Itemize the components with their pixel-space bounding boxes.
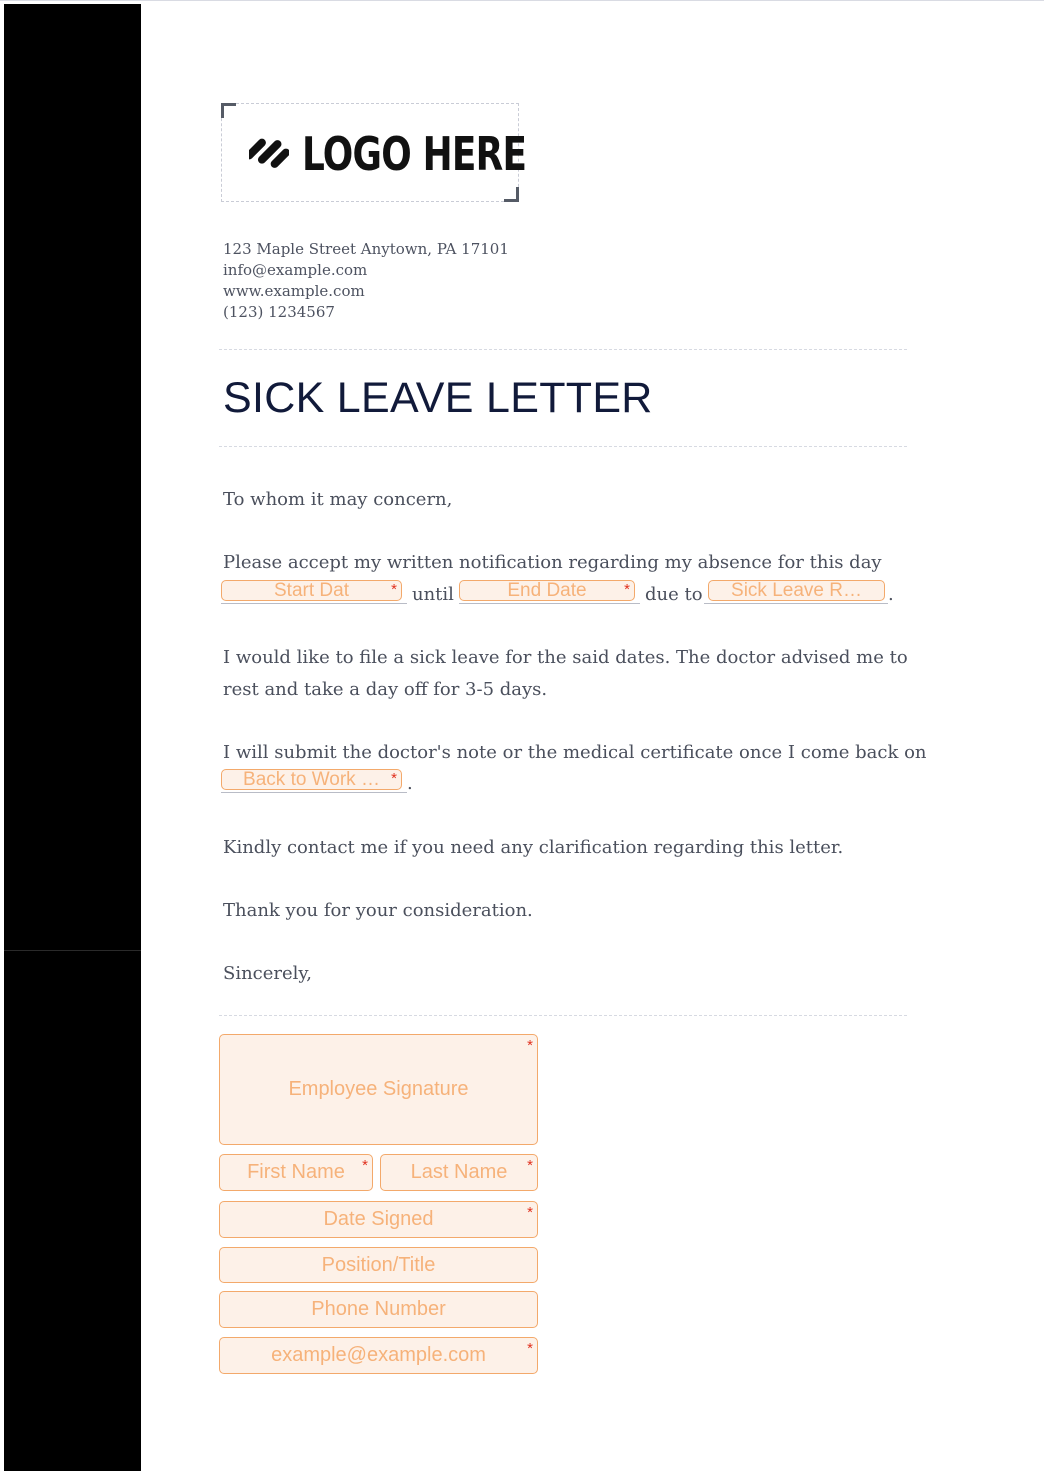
letter-paragraph-2-line-1: I would like to file a sick leave for the said dates. The doctor advised me to: [223, 647, 908, 668]
required-asterisk: *: [527, 1204, 533, 1221]
letter-paragraph-2-line-2: rest and take a day off for 3-5 days.: [223, 679, 548, 700]
required-asterisk: *: [362, 1157, 368, 1174]
first-name-placeholder: First Name: [247, 1161, 345, 1183]
letter-closing: Sincerely,: [223, 963, 312, 984]
left-sidebar-bar: [4, 4, 141, 1471]
start-date-placeholder: Start Dat: [274, 580, 349, 601]
word-due-to: due to: [645, 584, 703, 605]
sidebar-divider: [4, 950, 141, 951]
contact-info: [223, 239, 509, 323]
position-title-placeholder: Position/Title: [321, 1253, 436, 1276]
required-asterisk: *: [527, 1037, 533, 1054]
required-asterisk: *: [624, 581, 630, 598]
letter-greeting: To whom it may concern,: [223, 489, 453, 510]
contact-phone: (123) 1234567: [223, 303, 335, 321]
letter-paragraph-1: Please accept my written notification regarding my absence for this day: [223, 552, 882, 573]
divider: [219, 1015, 907, 1016]
period: .: [407, 773, 413, 794]
field-underline: [704, 603, 888, 604]
logo-placeholder[interactable]: [221, 103, 527, 202]
contact-website: www.example.com: [223, 282, 365, 300]
end-date-field[interactable]: [459, 580, 635, 601]
sick-leave-reason-field[interactable]: [708, 580, 885, 601]
date-signed-field[interactable]: [219, 1201, 538, 1238]
date-signed-placeholder: Date Signed: [323, 1208, 434, 1230]
divider: [219, 349, 907, 350]
phone-number-placeholder: Phone Number: [311, 1298, 446, 1320]
top-border: [0, 0, 1044, 1]
signature-placeholder: Employee Signature: [288, 1078, 469, 1100]
word-until: until: [412, 584, 454, 605]
last-name-field[interactable]: [380, 1154, 538, 1191]
period: .: [888, 584, 894, 605]
contact-address: 123 Maple Street Anytown, PA 17101: [223, 240, 509, 258]
required-asterisk: *: [391, 770, 397, 787]
divider: [219, 446, 907, 447]
employee-signature-field[interactable]: [219, 1034, 538, 1145]
back-to-work-date-field[interactable]: [221, 769, 402, 790]
start-date-field[interactable]: [221, 580, 402, 601]
position-title-field[interactable]: [219, 1247, 538, 1283]
required-asterisk: *: [527, 1157, 533, 1174]
required-asterisk: *: [527, 1340, 533, 1357]
crop-corner-bottom-right-icon: [504, 187, 519, 202]
required-asterisk: *: [391, 581, 397, 598]
end-date-placeholder: End Date: [507, 580, 587, 601]
letter-paragraph-3: I will submit the doctor's note or the medical certificate once I come back on: [223, 742, 927, 763]
logo-stripes-icon: [249, 133, 289, 175]
back-to-work-placeholder: Back to Work …: [243, 769, 380, 790]
letter-paragraph-5: Thank you for your consideration.: [223, 900, 533, 921]
field-underline: [221, 603, 407, 604]
logo-text: LOGO HERE: [302, 127, 527, 181]
page-title: SICK LEAVE LETTER: [223, 374, 653, 422]
email-placeholder: example@example.com: [271, 1344, 486, 1366]
reason-placeholder: Sick Leave R…: [731, 580, 862, 601]
letter-paragraph-4: Kindly contact me if you need any clarification regarding this letter.: [223, 837, 844, 858]
phone-number-field[interactable]: [219, 1291, 538, 1328]
field-underline: [221, 792, 407, 793]
first-name-field[interactable]: [219, 1154, 373, 1191]
email-field[interactable]: [219, 1337, 538, 1374]
crop-corner-top-left-icon: [221, 103, 236, 118]
last-name-placeholder: Last Name: [410, 1161, 508, 1183]
contact-email: info@example.com: [223, 261, 368, 279]
field-underline: [459, 603, 640, 604]
